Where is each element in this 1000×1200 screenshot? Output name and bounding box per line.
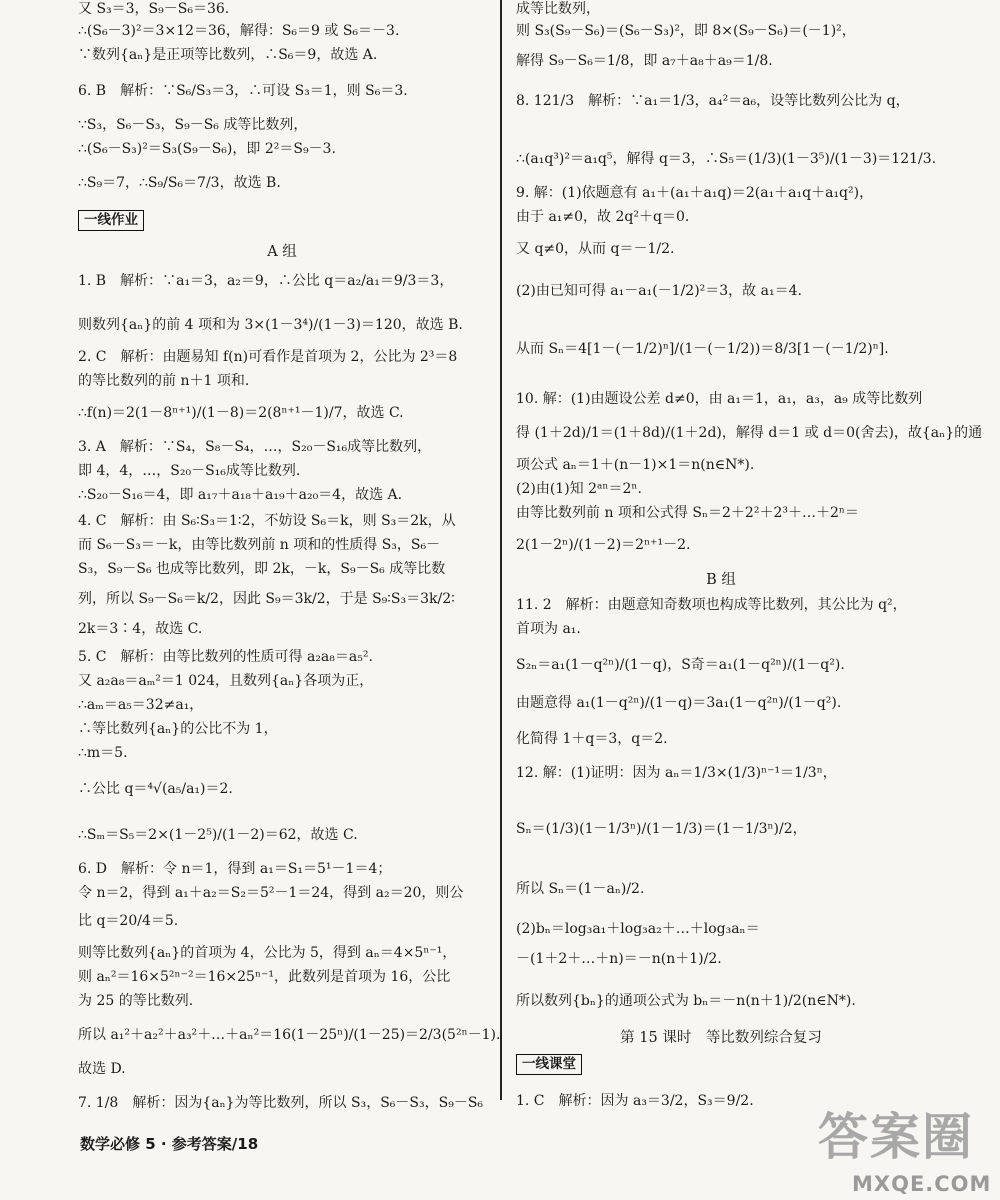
text-line: 解得 S₉－S₆＝1/8，即 a₇＋a₈＋a₉＝1/8. (516, 53, 773, 69)
text-line: 11. 2 解析：由题意知奇数项也构成等比数列，其公比为 q²， (516, 597, 907, 613)
text-line: 为 25 的等比数列. (78, 993, 194, 1009)
text-line: (2)bₙ＝log₃a₁＋log₃a₂＋…＋log₃aₙ＝ (516, 921, 760, 937)
page-footer: 数学必修 5 · 参考答案/18 (80, 1135, 259, 1153)
text-line: 则 aₙ²＝16×5²ⁿ⁻²＝16×25ⁿ⁻¹，此数列是首项为 16，公比 (78, 969, 451, 985)
watermark-domain: MXQE.COM (852, 1172, 992, 1196)
text-line: 则等比数列{aₙ}的首项为 4，公比为 5，得到 aₙ＝4×5ⁿ⁻¹， (78, 945, 457, 961)
text-line: 即 4，4，…，S₂₀－S₁₆成等比数列. (78, 463, 301, 479)
text-line: ∴Sₘ＝S₅＝2×(1－2⁵)/(1－2)＝62，故选 C. (78, 827, 358, 843)
text-line: 得 (1＋2d)/1＝(1＋8d)/(1＋2d)，解得 d＝1 或 d＝0(舍去)，故{aₙ}的通 (516, 425, 983, 441)
text-line: 项公式 aₙ＝1＋(n－1)×1＝n(n∈N*). (516, 457, 755, 473)
text-line: Sₙ＝(1/3)(1－1/3ⁿ)/(1－1/3)＝(1－1/3ⁿ)/2， (516, 821, 807, 837)
watermark-logo: 答案圈 (818, 1108, 974, 1166)
text-line: ∴aₘ＝a₅＝32≠a₁， (78, 697, 204, 713)
text-line: 由于 a₁≠0，故 2q²＋q＝0. (516, 209, 690, 225)
text-line: 2(1－2ⁿ)/(1－2)＝2ⁿ⁺¹－2. (516, 537, 691, 553)
text-line: ∵S₃，S₆－S₃，S₉－S₆ 成等比数列， (78, 117, 308, 133)
text-line: 又 q≠0，从而 q＝－1/2. (516, 241, 675, 257)
watermark (808, 1102, 998, 1198)
text-line: 3. A 解析：∵S₄，S₈－S₄，…，S₂₀－S₁₆成等比数列， (78, 439, 432, 455)
text-line: 而 S₆－S₃＝－k，由等比数列前 n 项和的性质得 S₃，S₆－ (78, 537, 441, 553)
text-line: ∴(S₆－3)²＝3×12＝36，解得：S₆＝9 或 S₆＝－3. (78, 23, 400, 39)
text-line: 10. 解：(1)由题设公差 d≠0，由 a₁＝1，a₁，a₃，a₉ 成等比数列 (516, 391, 923, 407)
text-line: 则 S₃(S₉－S₆)＝(S₆－S₃)²，即 8×(S₉－S₆)＝(－1)²， (516, 23, 856, 39)
text-line: 列，所以 S₉－S₆＝k/2，因此 S₉＝3k/2，于是 S₉∶S₃＝3k/2∶ (78, 591, 455, 607)
text-line: 8. 121/3 解析：∵a₁＝1/3，a₄²＝a₆，设等比数列公比为 q， (516, 93, 910, 109)
text-line: 7. 1/8 解析：因为{aₙ}为等比数列，所以 S₃，S₆－S₃，S₉－S₆ (78, 1095, 484, 1111)
text-line: 化简得 1＋q＝3，q＝2. (516, 731, 668, 747)
group-heading-a: A 组 (267, 244, 297, 260)
text-line: 6. B 解析：∵S₆/S₃＝3，∴可设 S₃＝1，则 S₆＝3. (78, 83, 408, 99)
text-line: 所以 a₁²＋a₂²＋a₃²＋…＋aₙ²＝16(1－25ⁿ)/(1－25)＝2/3(5²ⁿ－1). (78, 1027, 501, 1043)
text-line: ∴公比 q＝⁴√(a₅/a₁)＝2. (78, 781, 233, 797)
section-label-homework: 一线作业 (78, 210, 144, 231)
text-line: 1. B 解析：∵a₁＝3，a₂＝9，∴公比 q＝a₂/a₁＝9/3＝3， (78, 273, 454, 289)
text-line: 6. D 解析：令 n＝1，得到 a₁＝S₁＝5¹－1＝4； (78, 861, 392, 877)
text-line: 5. C 解析：由等比数列的性质可得 a₂a₈＝a₅². (78, 649, 373, 665)
text-line: 从而 Sₙ＝4[1－(－1/2)ⁿ]/(1－(－1/2))＝8/3[1－(－1/2)ⁿ]. (516, 341, 889, 357)
text-line: (2)由(1)知 2ᵃⁿ＝2ⁿ. (516, 481, 642, 497)
text-line: 比 q＝20/4＝5. (78, 913, 179, 929)
text-line: (2)由已知可得 a₁－a₁(－1/2)²＝3，故 a₁＝4. (516, 283, 802, 299)
text-line: ∵数列{aₙ}是正项等比数列，∴S₆＝9，故选 A. (78, 47, 378, 63)
text-line: 由等比数列前 n 项和公式得 Sₙ＝2＋2²＋2³＋…＋2ⁿ＝ (516, 505, 859, 521)
text-line: 成等比数列， (516, 1, 600, 17)
text-line: 4. C 解析：由 S₆∶S₃＝1∶2，不妨设 S₆＝k，则 S₃＝2k，从 (78, 513, 456, 529)
section-label-classroom: 一线课堂 (516, 1054, 582, 1075)
text-line: ∴(a₁q³)²＝a₁q⁵，解得 q＝3，∴S₅＝(1/3)(1－3⁵)/(1－3)＝121/3. (516, 151, 937, 167)
text-line: ∴f(n)＝2(1－8ⁿ⁺¹)/(1－8)＝2(8ⁿ⁺¹－1)/7，故选 C. (78, 405, 404, 421)
column-divider (500, 0, 502, 1100)
text-line: ∴S₉＝7，∴S₉/S₆＝7/3，故选 B. (78, 175, 281, 191)
text-line: 又 S₃＝3，S₉－S₆＝36. (78, 1, 230, 17)
text-line: S₃，S₉－S₆ 也成等比数列，即 2k，－k，S₉－S₆ 成等比数 (78, 561, 446, 577)
group-heading-b: B 组 (706, 572, 736, 588)
text-line: －(1＋2＋…＋n)＝－n(n＋1)/2. (516, 951, 722, 967)
text-line: 首项为 a₁. (516, 621, 581, 637)
text-line: 则数列{aₙ}的前 4 项和为 3×(1－3⁴)/(1－3)＝120，故选 B. (78, 317, 463, 333)
text-line: 由题意得 a₁(1－q²ⁿ)/(1－q)＝3a₁(1－q²ⁿ)/(1－q²). (516, 695, 842, 711)
text-line: 2k＝3∶4，故选 C. (78, 621, 203, 637)
text-line: 12. 解：(1)证明：因为 aₙ＝1/3×(1/3)ⁿ⁻¹＝1/3ⁿ， (516, 765, 837, 781)
text-line: ∴S₂₀－S₁₆＝4，即 a₁₇＋a₁₈＋a₁₉＋a₂₀＝4，故选 A. (78, 487, 403, 503)
text-line: 令 n＝2，得到 a₁＋a₂＝S₂＝5²－1＝24，得到 a₂＝20，则公 (78, 885, 464, 901)
lesson-title: 第 15 课时 等比数列综合复习 (620, 1030, 822, 1046)
text-line: 所以 Sₙ＝(1－aₙ)/2. (516, 881, 645, 897)
text-line: ∴等比数列{aₙ}的公比不为 1， (78, 721, 278, 737)
text-line: 故选 D. (78, 1061, 126, 1077)
text-line: 的等比数列的前 n＋1 项和. (78, 373, 250, 389)
text-line: S₂ₙ＝a₁(1－q²ⁿ)/(1－q)，S奇＝a₁(1－q²ⁿ)/(1－q²). (516, 657, 845, 673)
text-line: 又 a₂a₈＝aₘ²＝1 024，且数列{aₙ}各项为正， (78, 673, 374, 689)
text-line: 1. C 解析：因为 a₃＝3/2，S₃＝9/2. (516, 1093, 754, 1109)
text-line: ∴m＝5. (78, 745, 128, 761)
text-line: 2. C 解析：由题易知 f(n)可看作是首项为 2，公比为 2³＝8 (78, 349, 458, 365)
text-line: ∴(S₆－S₃)²＝S₃(S₉－S₆)，即 2²＝S₉－3. (78, 141, 336, 157)
text-line: 所以数列{bₙ}的通项公式为 bₙ＝－n(n＋1)/2(n∈N*). (516, 993, 856, 1009)
text-line: 9. 解：(1)依题意有 a₁＋(a₁＋a₁q)＝2(a₁＋a₁q＋a₁q²)， (516, 185, 874, 201)
